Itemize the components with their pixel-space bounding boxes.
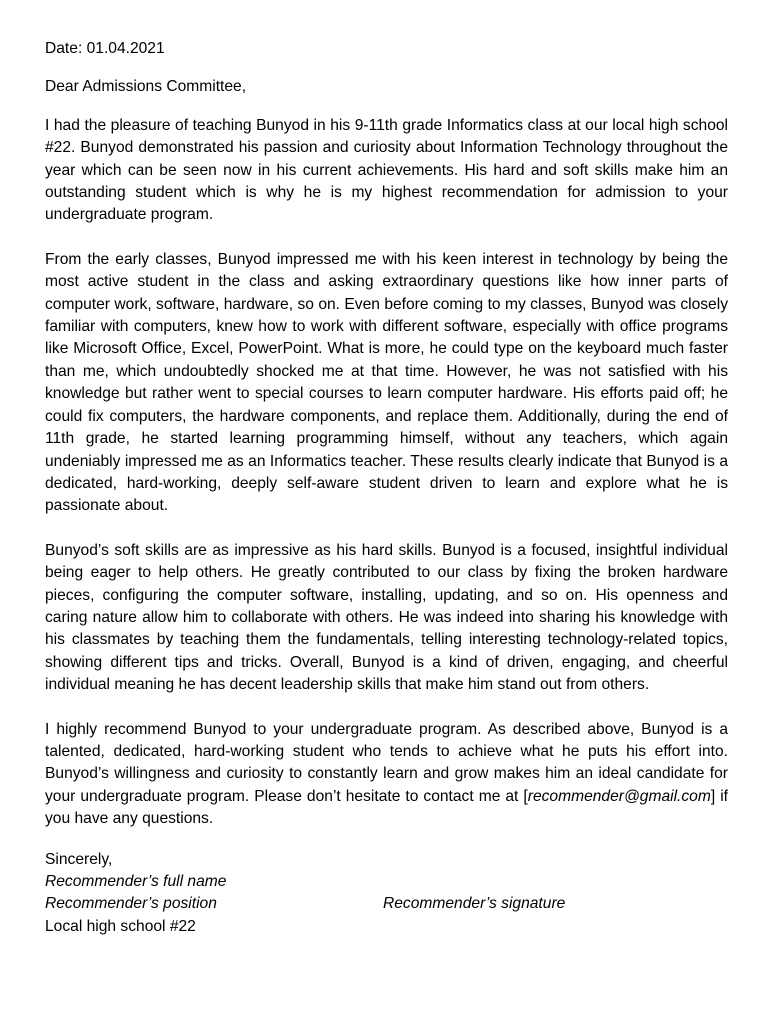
paragraph-introduction: I had the pleasure of teaching Bunyod in his 9-11th grade Informatics class at our local high school #22. Bunyod demonstrated his passion and curiosity about Information Technology throughout the year which can be seen now in his current achievements. His hard and soft skills make him an outstanding student which is why he is my highest recommendation for admission to your undergraduate program. <box>45 116 728 224</box>
letter-date: Date: 01.04.2021 <box>45 40 165 57</box>
letter-page <box>45 38 728 938</box>
school-name: Local high school #22 <box>45 917 196 935</box>
recommender-position: Recommender’s position <box>45 895 217 913</box>
position-signature-row <box>45 893 728 915</box>
paragraph-recommendation <box>45 719 728 831</box>
recommender-name: Recommender’s full name <box>45 873 227 890</box>
recommender-signature: Recommender’s signature <box>383 895 566 913</box>
closing: Sincerely, <box>45 850 113 868</box>
salutation: Dear Admissions Committee, <box>45 78 247 96</box>
paragraph-hard-skills: From the early classes, Bunyod impressed me with his keen interest in technology by being the most active student in the class and asking extraordinary questions like how inner parts of computer work, software, hardware, so on. Even before coming to my classes, Bunyod was closely familiar with computers, knew how to work with different software, especially with office programs like Microsoft Office, Excel, PowerPoint. What is more, he could type on the keyboard much faster than me, which undoubtedly shocked me at that time. However, he was not satisfied with his knowledge but rather went to special courses to learn computer hardware. His efforts paid off; he could fix computers, the hardware components, and replace them. Additionally, during the end of 11th grade, he started learning programming himself, without any teachers, which again undeniably impressed me as an Informatics teacher. These results clearly indicate that Bunyod is a dedicated, hard-working, deeply self-aware student driven to learn and explore what he is passionate about. <box>45 250 728 515</box>
recommendation-text-end: ] if you have any questions. <box>45 787 728 828</box>
recommendation-text: I highly recommend Bunyod to your undergraduate program. As described above, Bunyod is a talented, dedicated, hard-working student who tends to achieve what he puts his effort into. Bunyod’s willingness and curiosity to constantly learn and grow makes him an ideal candidate for your undergraduate program. Please don’t hesitate to contact me at [ <box>45 720 728 805</box>
recommender-email: recommender@gmail.com <box>527 787 711 805</box>
paragraph-soft-skills: Bunyod’s soft skills are as impressive as his hard skills. Bunyod is a focused, insightful individual being eager to help others. He greatly contributed to our class by fixing the broken hardware pieces, configuring the computer software, installing, updating, and so on. His openness and caring nature allow him to collaborate with others. He was indeed into sharing his knowledge with his classmates by teaching them the fundamentals, telling interesting technology-related topics, showing different tips and tricks. Overall, Bunyod is a kind of driven, engaging, and cheerful individual meaning he has decent leadership skills that make him stand out from others. <box>45 541 728 694</box>
